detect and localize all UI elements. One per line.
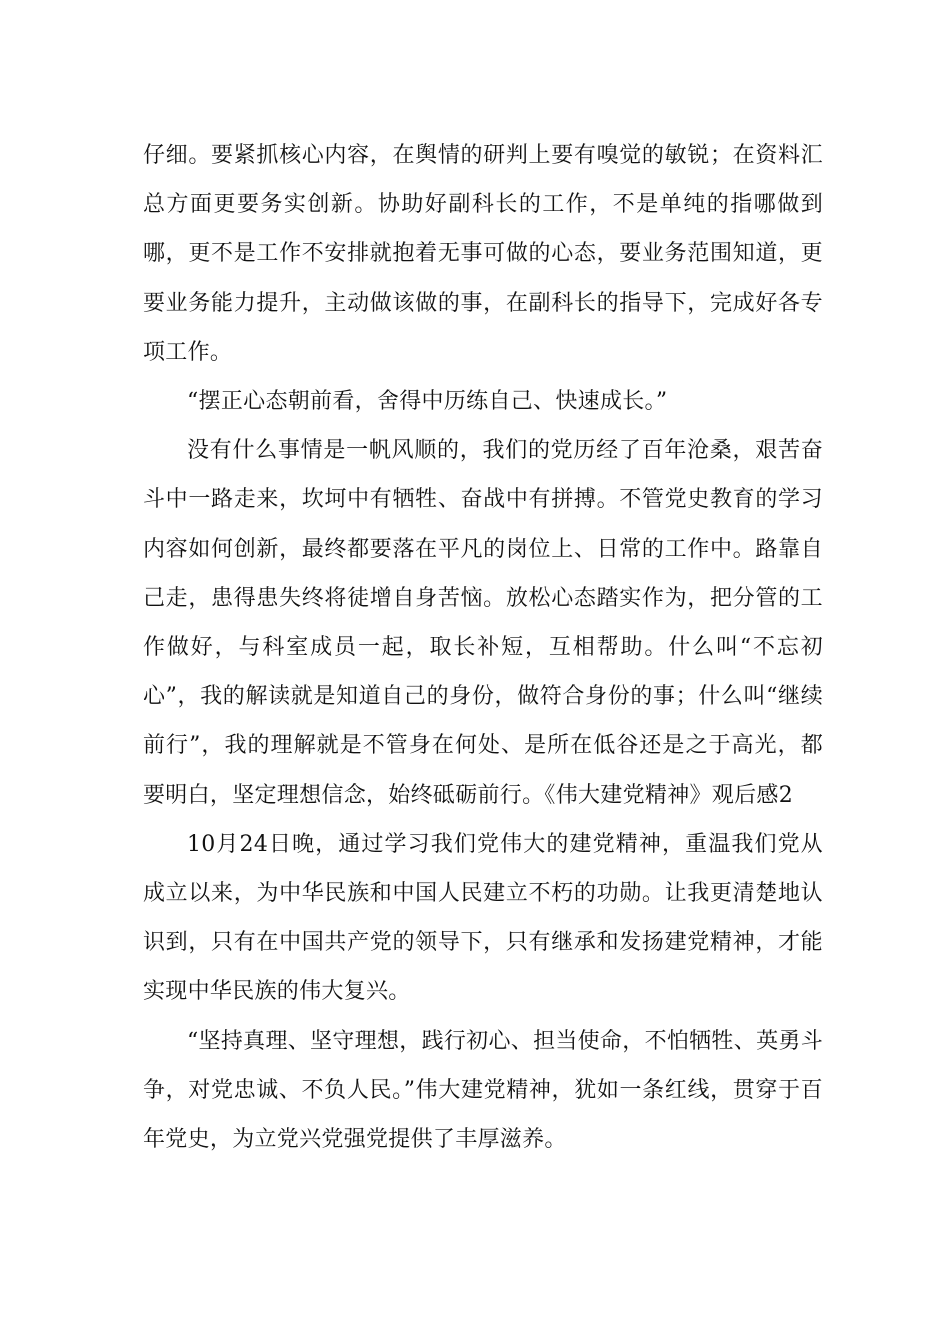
- paragraph-2-quote: “摆正心态朝前看，舍得中历练自己、快速成长。”: [187, 389, 668, 415]
- paragraph-4: 10月24日晚，通过学习我们党伟大的建党精神，重温我们党从成立以来，为中华民族和中国人民建立不朽的功勋。让我更清楚地认识到，只有在中国共产党的领导下，只有继承和发扬建党精神，才能实现中华民族的伟大复兴。: [143, 831, 823, 1005]
- paragraph-1: 仔细。要紧抓核心内容，在舆情的研判上要有嗅觉的敏锐；在资料汇总方面更要务实创新。协助好副科长的工作，不是单纯的指哪做到哪，更不是工作不安排就抱着无事可做的心态，要业务范围知道，更要业务能力提升，主动做该做的事，在副科长的指导下，完成好各专项工作。: [143, 143, 823, 365]
- document-body: [143, 131, 823, 1164]
- paragraph-5-quote: “坚持真理、坚守理想，践行初心、担当使命，不怕牺牲、英勇斗争，对党忠诚、不负人民。”伟大建党精神，犹如一条红线，贯穿于百年党史，为立党兴党强党提供了丰厚滋养。: [143, 1028, 823, 1153]
- paragraph-3: 没有什么事情是一帆风顺的，我们的党历经了百年沧桑，艰苦奋斗中一路走来，坎坷中有牺牲、奋战中有拼搏。不管党史教育的学习内容如何创新，最终都要落在平凡的岗位上、日常的工作中。路靠自己走，患得患失终将徒增自身苦恼。放松心态踏实作为，把分管的工作做好，与科室成员一起，取长补短，互相帮助。什么叫“不忘初心”，我的解读就是知道自己的身份，做符合身份的事；什么叫“继续前行”，我的理解就是不管身在何处、是所在低谷还是之于高光，都要明白，坚定理想信念，始终砥砺前行。《伟大建党精神》观后感2: [143, 438, 823, 808]
